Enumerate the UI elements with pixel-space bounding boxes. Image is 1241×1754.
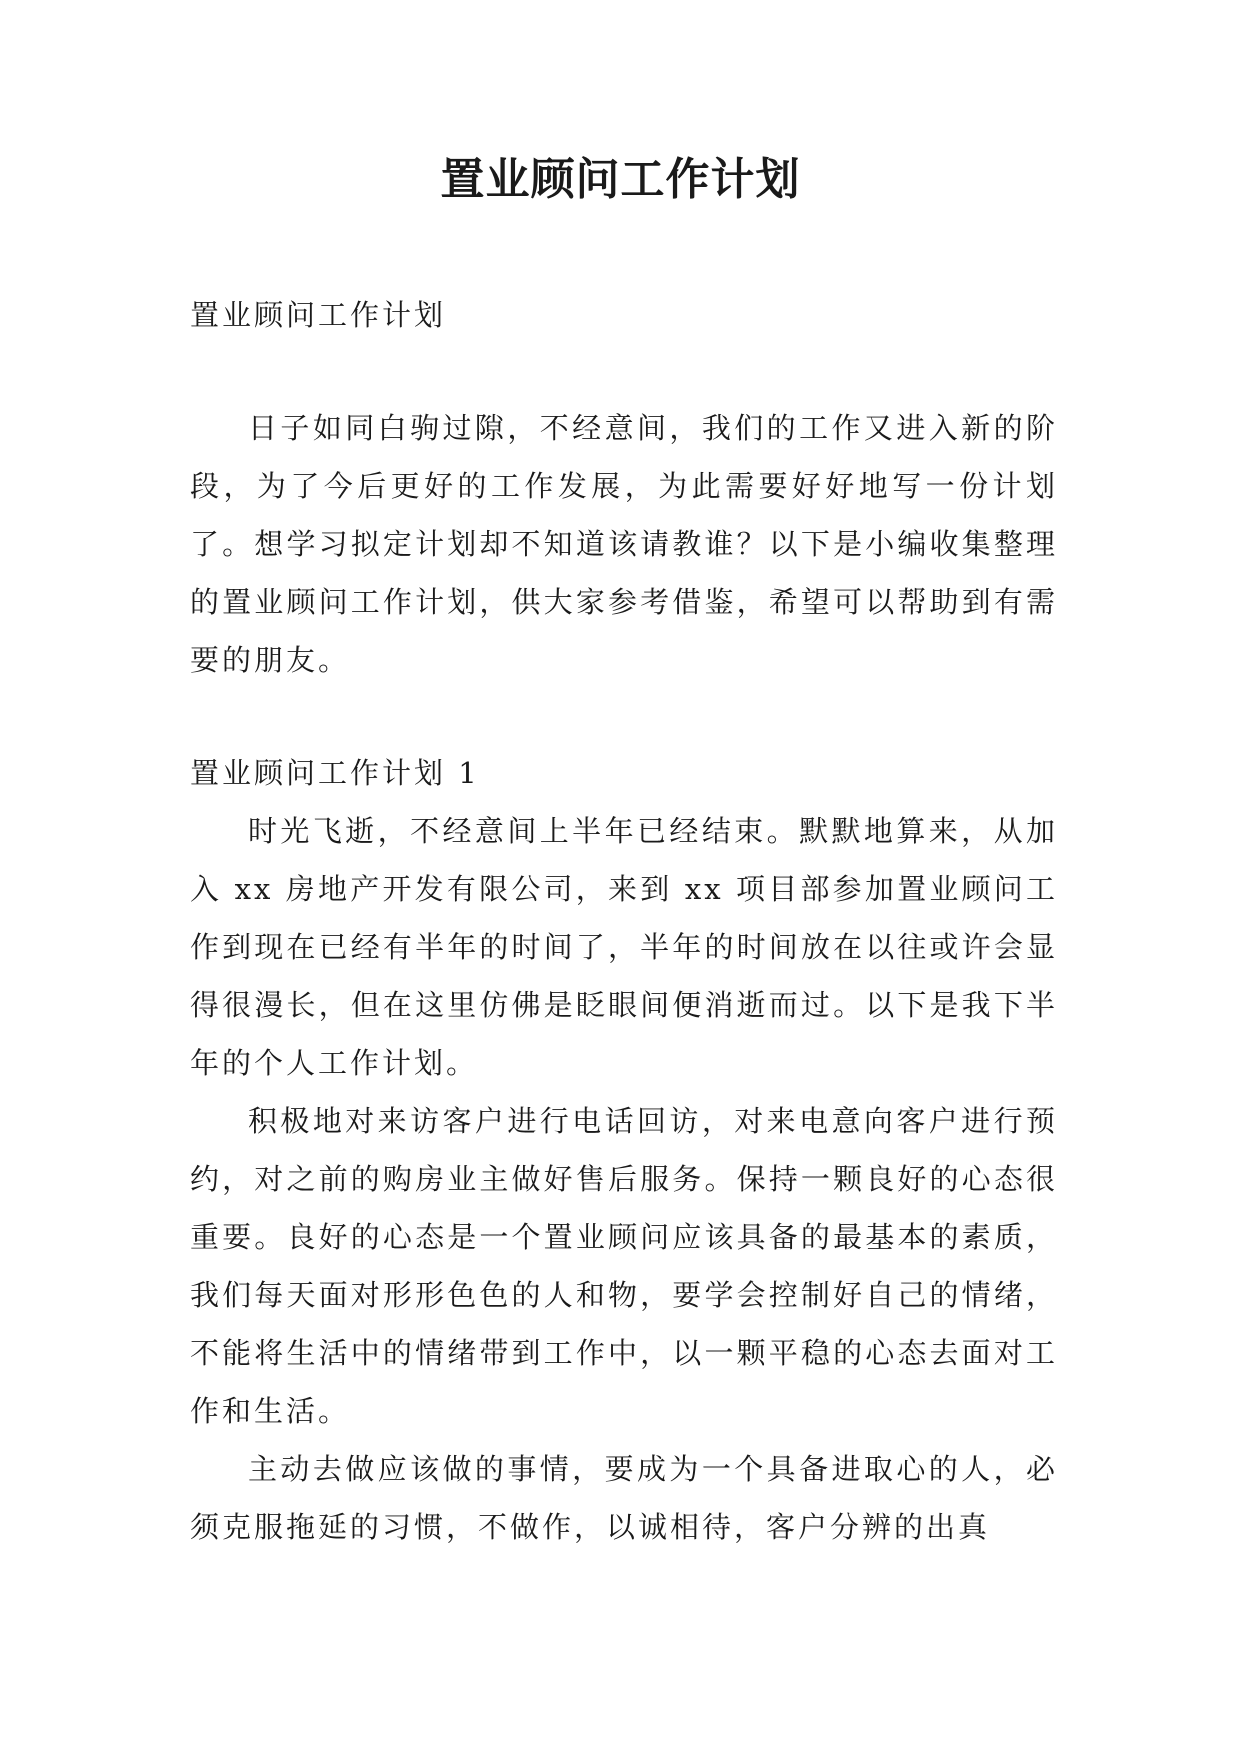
document-subtitle: 置业顾问工作计划: [190, 298, 447, 332]
document-title: 置业顾问工作计划: [440, 154, 801, 205]
intro-paragraph: 日子如同白驹过隙，不经意间，我们的工作又进入新的阶段，为了今后更好的工作发展，为此需要好好地写一份计划了。想学习拟定计划却不知道该请教谁？以下是小编收集整理的置业顾问工作计划，供大家参考借鉴，希望可以帮助到有需要的朋友。: [190, 411, 1058, 677]
document-body: [190, 286, 1058, 1556]
body-paragraph: 积极地对来访客户进行电话回访，对来电意向客户进行预约，对之前的购房业主做好售后服务。保持一颗良好的心态很重要。良好的心态是一个置业顾问应该具备的最基本的素质，我们每天面对形形色色的人和物，要学会控制好自己的情绪，不能将生活中的情绪带到工作中，以一颗平稳的心态去面对工作和生活。: [190, 1104, 1058, 1428]
section-heading: 置业顾问工作计划 1: [190, 756, 480, 790]
body-paragraph: 主动去做应该做的事情，要成为一个具备进取心的人，必须克服拖延的习惯，不做作，以诚相待，客户分辨的出真: [190, 1452, 1058, 1544]
body-paragraph: 时光飞逝，不经意间上半年已经结束。默默地算来，从加入 xx 房地产开发有限公司，来到 xx 项目部参加置业顾问工作到现在已经有半年的时间了，半年的时间放在以往或许会显得很漫长，但在这里仿佛是眨眼间便消逝而过。以下是我下半年的个人工作计划。: [190, 814, 1058, 1080]
